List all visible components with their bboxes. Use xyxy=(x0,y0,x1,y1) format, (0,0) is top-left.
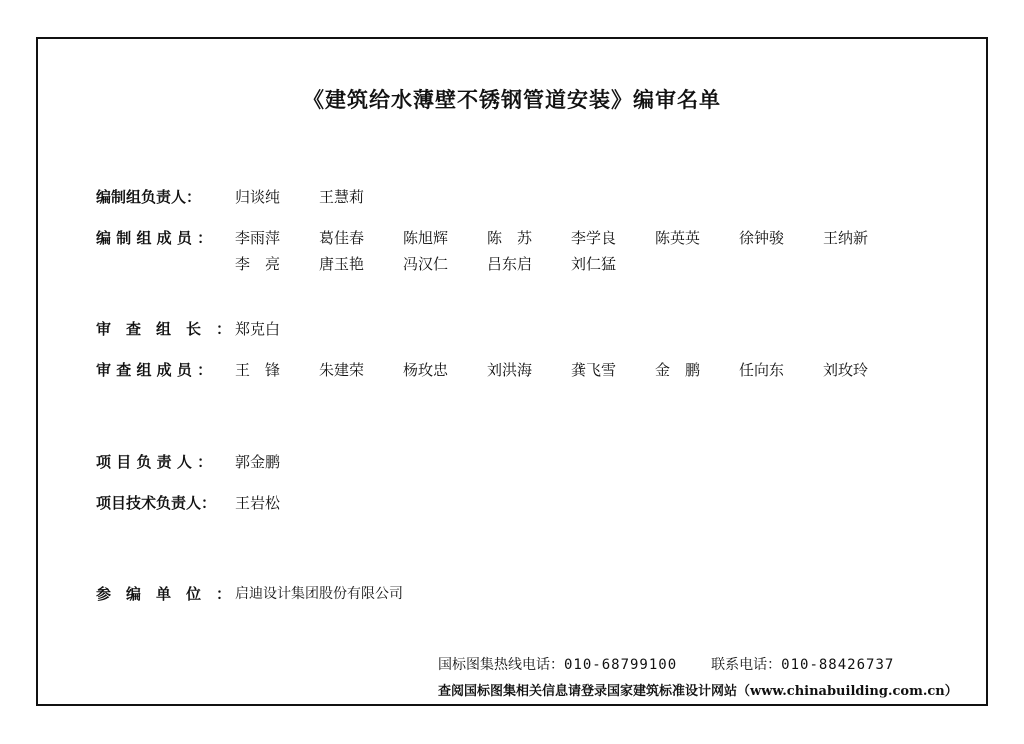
compile-lead-name: 王慧莉 xyxy=(319,188,365,206)
review-member-name: 杨玫忠 xyxy=(403,361,449,379)
participating-unit-name: 启迪设计集团股份有限公司 xyxy=(235,586,403,602)
contact-number: 010-88426737 xyxy=(781,657,895,673)
contact-label: 联系电话： xyxy=(711,657,782,673)
footer-website-note: 查阅国标图集相关信息请登录国家建筑标准设计网站（www.chinabuilding.com.cn） xyxy=(438,684,958,699)
review-members-label: 审 查 组 成 员 ： xyxy=(96,361,213,379)
review-member-name: 王 锋 xyxy=(235,361,281,379)
review-lead-label: 审 查 组 长 ： xyxy=(96,320,232,338)
compile-member-name: 冯汉仁 xyxy=(403,255,449,273)
compile-member-name: 吕东启 xyxy=(487,255,533,273)
participating-unit-label: 参 编 单 位 ： xyxy=(96,585,232,603)
compile-member-name: 李 亮 xyxy=(235,255,281,273)
compile-member-name: 陈英英 xyxy=(655,229,701,247)
hotline-label: 国标图集热线电话： xyxy=(438,657,564,673)
compile-members-label: 编 制 组 成 员 ： xyxy=(96,229,213,247)
review-member-name: 刘洪海 xyxy=(487,361,533,379)
compile-member-name: 徐钟骏 xyxy=(739,229,785,247)
compile-member-name: 李学良 xyxy=(571,229,617,247)
project-tech-lead-name: 王岩松 xyxy=(235,494,281,512)
compile-member-name: 王纳新 xyxy=(823,229,869,247)
review-member-name: 任向东 xyxy=(739,361,785,379)
compile-lead-label: 编制组负责人： xyxy=(96,188,202,206)
page-title: 《建筑给水薄壁不锈钢管道安装》编审名单 xyxy=(303,88,721,112)
review-lead-name: 郑克白 xyxy=(235,320,281,338)
project-lead-name: 郭金鹏 xyxy=(235,453,281,471)
compile-lead-name: 归谈纯 xyxy=(235,188,281,206)
compile-member-name: 陈 苏 xyxy=(487,229,533,247)
review-member-name: 刘玫玲 xyxy=(823,361,869,379)
compile-member-name: 陈旭辉 xyxy=(403,229,449,247)
review-member-name: 金 鹏 xyxy=(655,361,701,379)
project-tech-lead-label: 项目技术负责人： xyxy=(96,494,217,512)
project-lead-label: 项 目 负 责 人 ： xyxy=(96,453,213,471)
compile-member-name: 刘仁猛 xyxy=(571,255,617,273)
compile-member-name: 唐玉艳 xyxy=(319,255,365,273)
review-member-name: 龚飞雪 xyxy=(571,361,617,379)
footer-contacts xyxy=(438,654,894,674)
hotline-number: 010-68799100 xyxy=(564,657,678,673)
compile-member-name: 李雨萍 xyxy=(235,229,281,247)
compile-member-name: 葛佳春 xyxy=(319,229,365,247)
review-member-name: 朱建荣 xyxy=(319,361,365,379)
